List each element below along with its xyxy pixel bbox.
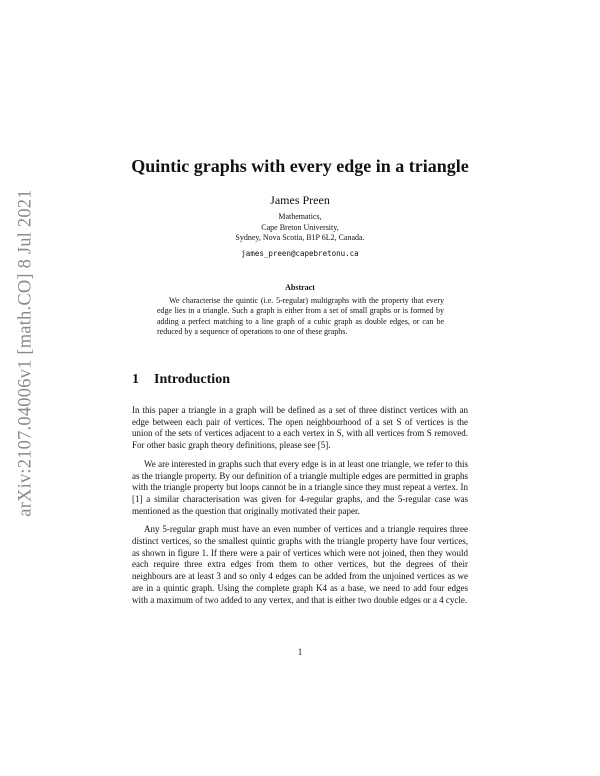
section-heading	[132, 372, 230, 388]
affiliation-line: Cape Breton University,	[261, 222, 339, 232]
section-number: 1	[132, 372, 139, 387]
affiliation-line: Sydney, Nova Scotia, B1P 6L2, Canada.	[235, 233, 365, 242]
arxiv-identifier: arXiv:2107.04006v1 [math.CO] 8 Jul 2021	[15, 189, 36, 517]
abstract-heading: Abstract	[285, 283, 315, 292]
abstract-text: We characterise the quintic (i.e. 5-regular) multigraphs with the property that every edge lies in a triangle. Such a graph is either from a set of small graphs or is formed by adding a perfect matching to a line graph of a cubic graph as double edges, or can be reduced by a sequence of operations to one of these graphs.	[157, 296, 444, 337]
body-paragraph: We are interested in graphs such that every edge is in at least one triangle, we refer to this as the triangle property. By our definition of a triangle multiple edges are permitted in graphs with the triangle property but loops cannot be in a triangle since they must repeat a vertex. In [1] a similar characterisation was given for 4-regular graphs, and the 5-regular case was mentioned as the question that originally motivated their paper.	[132, 458, 468, 516]
author-name: James Preen	[270, 193, 330, 207]
body-paragraph: In this paper a triangle in a graph will be defined as a set of three distinct vertices with an edge between each pair of vertices. The open neighbourhood of a set S of vertices is the union of the sets of vertices adjacent to a each vertex in S, with all vertices from S removed. For other basic graph theory definitions, please see [5].	[132, 405, 468, 451]
body-paragraph: Any 5-regular graph must have an even number of vertices and a triangle requires three distinct vertices, so the smallest quintic graphs with the triangle property have four vertices, as shown in figure 1. If there were a pair of vertices which were not joined, then they would each require three extra edges from them to other vertices, but the degrees of their neighbours are at least 3 and so only 4 edges can be added from the unjoined vertices as we are in a quintic graph. Using the complete graph K4 as a base, we need to add four edges with a maximum of two added to any vertex, and that is either two double edges or a 4 cycle.	[132, 524, 468, 605]
author-affiliation	[0, 212, 600, 244]
section-body	[132, 405, 468, 613]
page-number: 1	[297, 647, 303, 657]
affiliation-line: Mathematics,	[278, 212, 322, 221]
paper-title: Quintic graphs with every edge in a triangle	[131, 156, 469, 176]
section-title: Introduction	[154, 372, 230, 387]
author-email: james_preen@capebretonu.ca	[241, 249, 359, 258]
